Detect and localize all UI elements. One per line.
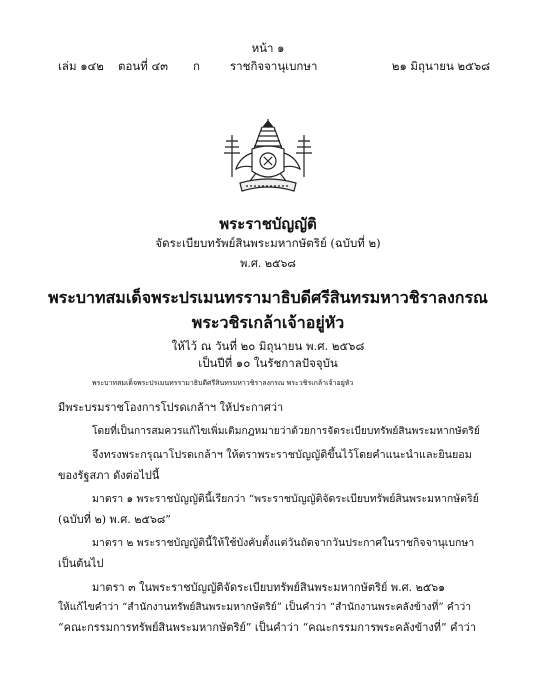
gazette-name: ราชกิจจานุเบกษา: [230, 59, 318, 73]
act-subtitle: จัดระเบียบทรัพย์สินพระมหากษัตริย์ (ฉบับที่ ๒): [155, 236, 381, 250]
preamble-line-2: มีพระบรมราชโองการโปรดเกล้าฯ ให้ประกาศว่า: [58, 401, 284, 414]
section-2-line-1: มาตรา ๒ พระราชบัญญัตินี้ให้ใช้บังคับตั้งแต่วันถัดจากวันประกาศในราชกิจจานุเบกษา: [92, 537, 475, 549]
preamble-line-1: พระบาทสมเด็จพระปรเมนทรรามาธิบดีศรีสินทรมหาวชิราลงกรณ พระวชิรเกล้าเจ้าอยู่หัว: [92, 379, 354, 387]
publication-date: ๒๑ มิถุนายน ๒๕๖๘: [391, 59, 490, 73]
given-date: ให้ไว้ ณ วันที่ ๒๐ มิถุนายน พ.ศ. ๒๕๖๘: [171, 339, 365, 353]
act-year: พ.ศ. ๒๕๖๘: [240, 257, 296, 270]
volume-number: เล่ม ๑๔๒: [58, 59, 104, 73]
section-3-line-2: ให้แก้ไขคำว่า “สำนักงานทรัพย์สินพระมหากษัตริย์” เป็นคำว่า “สำนักงานพระคลังข้างที่” คำว่า: [58, 601, 471, 613]
section-3-line-1: มาตรา ๓ ในพระราชบัญญัติจัดระเบียบทรัพย์สินพระมหากษัตริย์ พ.ศ. ๒๕๖๑: [92, 581, 446, 594]
reign-year: เป็นปีที่ ๑๐ ในรัชกาลปัจจุบัน: [198, 356, 338, 370]
recital: โดยที่เป็นการสมควรแก้ไขเพิ่มเติมกฎหมายว่าด้วยการจัดระเบียบทรัพย์สินพระมหากษัตริย์: [92, 425, 480, 437]
section-letter: ก: [193, 59, 200, 73]
act-title: พระราชบัญญัติ: [219, 215, 317, 233]
issue-number: ตอนที่ ๔๓: [118, 59, 169, 73]
section-1-line-1: มาตรา ๑ พระราชบัญญัตินี้เรียกว่า “พระราชบัญญัติจัดระเบียบทรัพย์สินพระมหากษัตริย์: [92, 493, 479, 505]
section-1-line-2: (ฉบับที่ ๒) พ.ศ. ๒๕๖๘”: [58, 513, 171, 526]
page-number: หน้า ๑: [251, 41, 285, 55]
section-3-line-3: “คณะกรรมการทรัพย์สินพระมหากษัตริย์” เป็นคำว่า “คณะกรรมการพระคลังข้างที่” คำว่า: [58, 621, 477, 634]
king-name-line-2: พระวชิรเกล้าเจ้าอยู่หัว: [191, 313, 345, 332]
section-2-line-2: เป็นต้นไป: [58, 557, 104, 570]
king-name-line-1: พระบาทสมเด็จพระปรเมนทรรามาธิบดีศรีสินทรมหาวชิราลงกรณ: [48, 288, 488, 307]
royal-emblem-icon: [212, 117, 324, 202]
enacting-line-2: ของรัฐสภา ดังต่อไปนี้: [58, 469, 160, 482]
enacting-line-1: จึงทรงพระกรุณาโปรดเกล้าฯ ให้ตราพระราชบัญญัติขึ้นไว้โดยคำแนะนำและยินยอม: [92, 448, 472, 461]
